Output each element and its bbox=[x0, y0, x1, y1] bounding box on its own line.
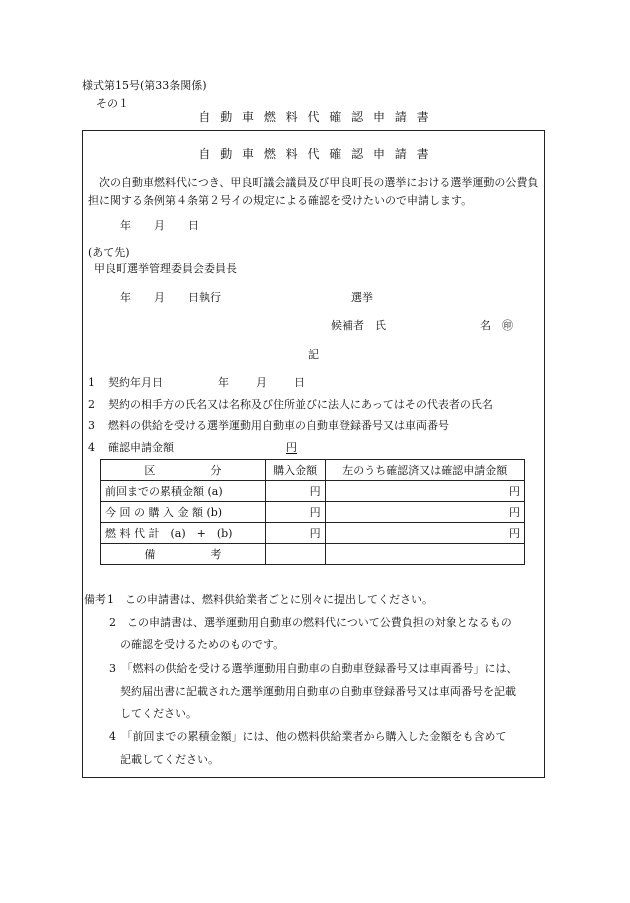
confirmed-amount-cell: 円 bbox=[325, 523, 524, 544]
row-label: 備 考 bbox=[101, 544, 266, 565]
contract-year-label: 年 bbox=[218, 376, 229, 389]
application-amount-label: 確認申請金額 円 bbox=[108, 441, 297, 454]
item-text: 燃料の供給を受ける選挙運動用自動車の自動車登録番号又は車両番号 bbox=[108, 419, 449, 432]
remark-line: 1 この申請書は、燃料供給業者ごとに別々に提出してください。 bbox=[107, 593, 433, 606]
item-number: 2 bbox=[88, 398, 95, 411]
election-month-label: 月 bbox=[154, 291, 165, 304]
row-label: 前回までの累積金額 (a) bbox=[101, 481, 266, 502]
election-date bbox=[120, 292, 221, 303]
item-number: 1 bbox=[88, 376, 95, 389]
addressee-name: 甲良町選挙管理委員会委員長 bbox=[94, 262, 237, 275]
purchase-amount-cell: 円 bbox=[265, 481, 325, 502]
intro-paragraph: 次の自動車燃料代につき、甲良町議会議員及び甲良町長の選挙における選挙運動の公費負担に関する条例第４条第２号イの規定による確認を受けたいので申請します。 bbox=[88, 176, 539, 207]
item-3 bbox=[88, 420, 449, 431]
confirmed-amount-cell: 円 bbox=[325, 481, 524, 502]
header-purchase-amount: 購入金額 bbox=[265, 460, 325, 481]
item-1 bbox=[88, 377, 305, 388]
remark-line: 3 「燃料の供給を受ける選挙運動用自動車の自動車登録番号又は車両番号」には、 bbox=[109, 662, 518, 675]
document-title-outer: 自 動 車 燃 料 代 確 認 申 請 書 bbox=[198, 110, 432, 124]
remark-line: 契約届出書に記載された選挙運動用自動車の自動車登録番号又は車両番号を記載 bbox=[120, 685, 516, 698]
candidate-name-seal: 名 ㊞ bbox=[480, 319, 513, 332]
item-text: 契約年月日 bbox=[108, 376, 163, 389]
confirmed-amount-cell bbox=[325, 544, 524, 565]
row-label: 今 回 の 購 入 金 額 (b) bbox=[101, 502, 266, 523]
election-label: 選挙 bbox=[351, 291, 373, 304]
item-text: 契約の相手方の氏名又は名称及び住所並びに法人にあってはその代表者の氏名 bbox=[108, 398, 493, 411]
candidate-label: 候補者 氏 bbox=[331, 319, 386, 332]
remark-line: の確認を受けるためのものです。 bbox=[120, 638, 285, 651]
purchase-amount-cell bbox=[265, 544, 325, 565]
remark-line: 2 この申請書は、選挙運動用自動車の燃料代について公費負担の対象となるもの bbox=[109, 616, 512, 629]
year-label: 年 bbox=[120, 219, 131, 232]
remark-line: 記載してください。 bbox=[120, 753, 219, 766]
purchase-amount-cell: 円 bbox=[265, 502, 325, 523]
election-day-label: 日執行 bbox=[188, 291, 221, 304]
table-header-row bbox=[101, 460, 525, 481]
election-year-label: 年 bbox=[120, 291, 131, 304]
remarks-head: 備考 bbox=[84, 593, 106, 606]
item-4 bbox=[88, 442, 297, 453]
row-label: 燃 料 代 計 (a) + (b) bbox=[101, 523, 266, 544]
header-confirmed-amount: 左のうち確認済又は確認申請金額 bbox=[325, 460, 524, 481]
day-label: 日 bbox=[188, 219, 199, 232]
addressee-label: (あて先) bbox=[88, 246, 130, 259]
item-2 bbox=[88, 399, 493, 410]
remark-line: してください。 bbox=[120, 707, 197, 720]
amount-table bbox=[100, 459, 525, 565]
table-row bbox=[101, 502, 525, 523]
table-row bbox=[101, 481, 525, 502]
ki-heading: 記 bbox=[308, 348, 319, 361]
sub-number: その１ bbox=[96, 97, 129, 110]
contract-month-label: 月 bbox=[256, 376, 267, 389]
document-title-inner: 自 動 車 燃 料 代 確 認 申 請 書 bbox=[198, 147, 432, 161]
contract-day-label: 日 bbox=[294, 376, 305, 389]
application-date bbox=[120, 220, 199, 231]
item-number: 3 bbox=[88, 419, 95, 432]
purchase-amount-cell: 円 bbox=[265, 523, 325, 544]
confirmed-amount-cell: 円 bbox=[325, 502, 524, 523]
month-label: 月 bbox=[154, 219, 165, 232]
header-category: 区 分 bbox=[101, 460, 266, 481]
table-row bbox=[101, 523, 525, 544]
form-number: 様式第15号(第33条関係) bbox=[82, 79, 207, 92]
table-row bbox=[101, 544, 525, 565]
remark-line: 4 「前回までの累積金額」には、他の燃料供給業者から購入した金額をも含めて bbox=[109, 730, 507, 743]
item-number: 4 bbox=[88, 441, 95, 454]
